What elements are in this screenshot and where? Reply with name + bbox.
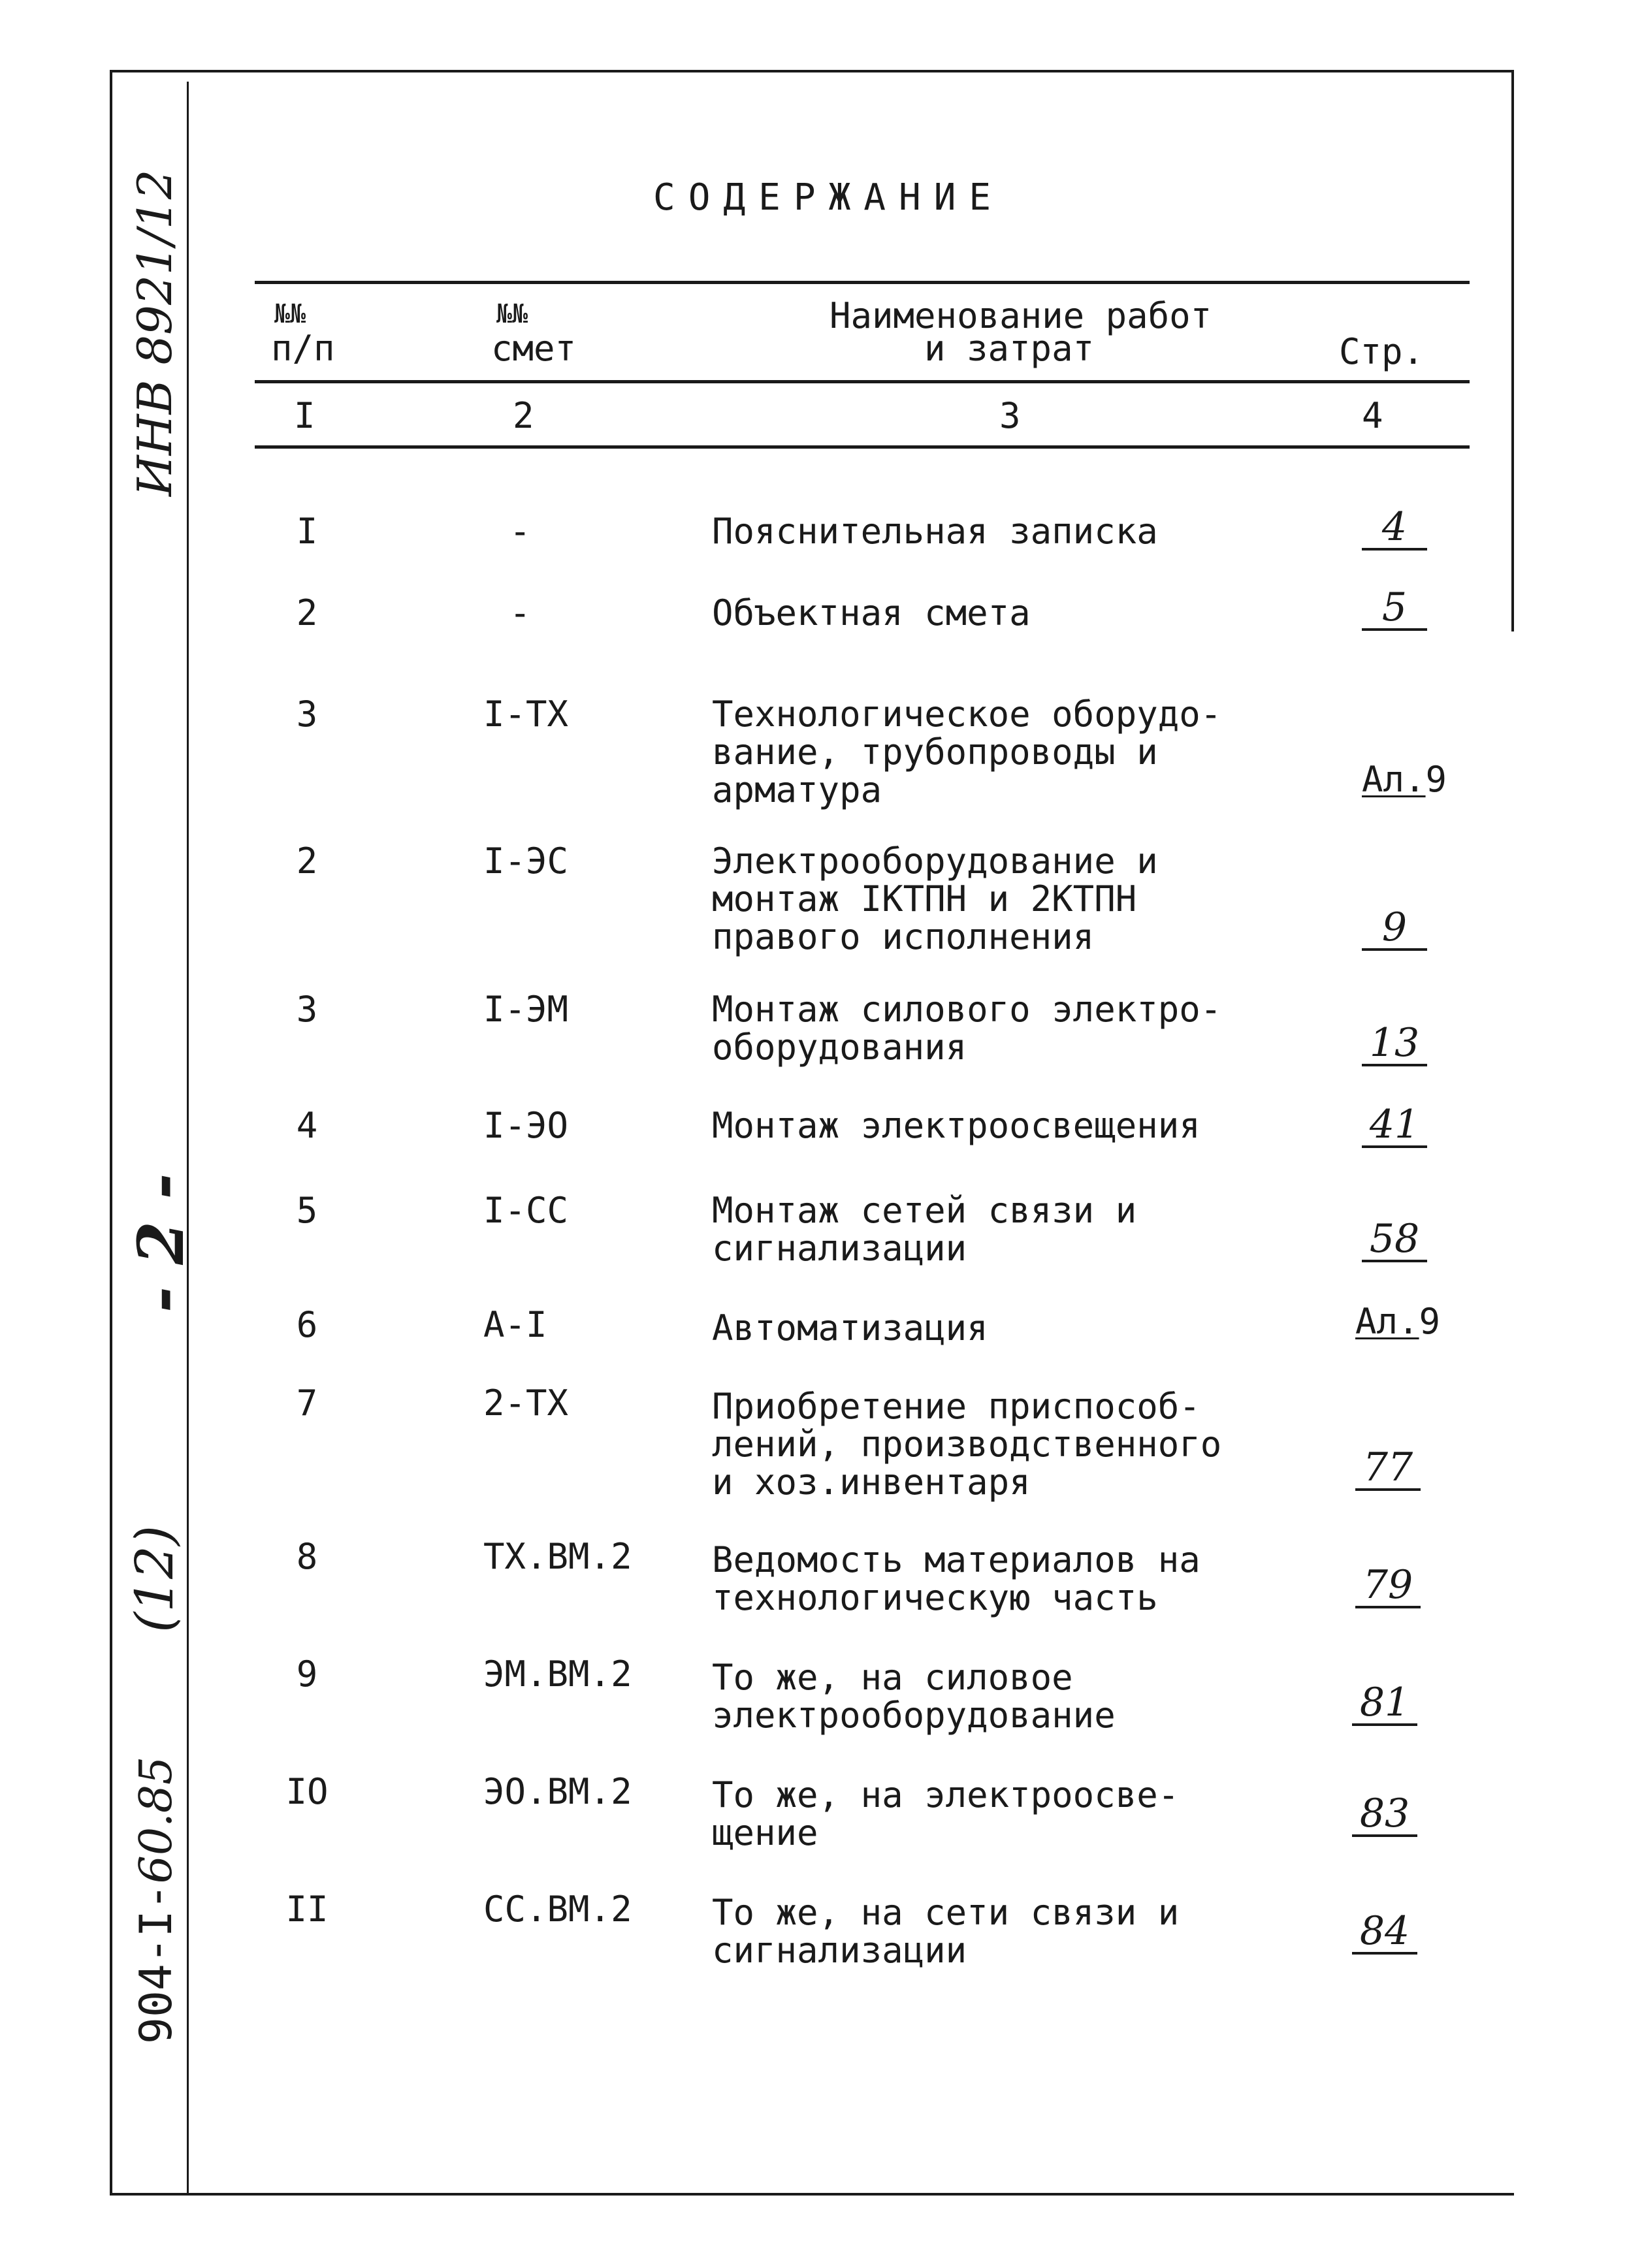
row-estimate: TX.BM.2 bbox=[483, 1536, 632, 1577]
row-estimate: I-ЭМ bbox=[483, 989, 569, 1030]
column-number-1: I bbox=[294, 395, 315, 436]
page-frame-right bbox=[1511, 70, 1514, 631]
row-page-number: 9 bbox=[1419, 1301, 1441, 1342]
inventory-number: ИНВ 8921/12 bbox=[127, 169, 182, 496]
row-estimate: - bbox=[509, 592, 531, 633]
table-top-rule bbox=[255, 281, 1470, 284]
row-name: Приобретение приспособ- лений, производственного и хоз.инвентаря bbox=[712, 1386, 1222, 1503]
row-number: 6 bbox=[296, 1304, 318, 1345]
row-number: 5 bbox=[296, 1190, 318, 1231]
row-page: 84 bbox=[1352, 1910, 1417, 1955]
row-name: Технологическое оборудо- вание, трубопроводы и арматура bbox=[712, 694, 1222, 810]
row-estimate: I-ЭС bbox=[483, 840, 569, 882]
row-page: 41 bbox=[1362, 1104, 1427, 1148]
header-col2-label: смет bbox=[491, 328, 577, 369]
row-page bbox=[1362, 761, 1447, 799]
row-name: То же, на электроосве- щение bbox=[712, 1774, 1180, 1853]
row-number: IO bbox=[285, 1771, 329, 1812]
header-col2-symbol: №№ bbox=[496, 299, 528, 329]
row-number: 7 bbox=[296, 1382, 318, 1424]
row-name: То же, на сети связи и сигнализации bbox=[712, 1892, 1180, 1971]
column-number-3: 3 bbox=[999, 395, 1021, 436]
row-estimate: А-I bbox=[483, 1304, 547, 1345]
page-frame-top bbox=[110, 70, 1514, 72]
row-number: I bbox=[296, 511, 318, 552]
row-name: То же, на силовое электрооборудование bbox=[712, 1657, 1116, 1736]
row-estimate: ЭО.BM.2 bbox=[483, 1771, 632, 1812]
row-number: 8 bbox=[296, 1536, 318, 1577]
row-estimate: I-TX bbox=[483, 694, 569, 735]
header-col4-label: Стр. bbox=[1339, 331, 1425, 372]
row-estimate: 2-TX bbox=[483, 1382, 569, 1424]
row-number: 9 bbox=[296, 1653, 318, 1695]
row-number: 3 bbox=[296, 694, 318, 735]
row-estimate: I-СС bbox=[483, 1190, 569, 1231]
row-page: 5 bbox=[1362, 586, 1427, 631]
header-col1-symbol: №№ bbox=[274, 299, 306, 329]
page-marker: - 2 - bbox=[124, 1173, 198, 1313]
header-rule bbox=[255, 380, 1470, 383]
page-frame-bottom bbox=[110, 2193, 1514, 2196]
sheet-marker: (12) bbox=[124, 1525, 185, 1633]
column-number-2: 2 bbox=[513, 395, 534, 436]
document-code-handwritten: 60.85 bbox=[131, 1756, 182, 1884]
row-page: 77 bbox=[1355, 1446, 1421, 1491]
document-code-typed: 904-I- bbox=[131, 1883, 182, 2044]
column-number-4: 4 bbox=[1362, 395, 1383, 436]
row-name: Автоматизация bbox=[712, 1307, 988, 1349]
header-col3-line1: Наименование работ bbox=[830, 295, 1212, 336]
row-name: Монтаж электроосвещения bbox=[712, 1105, 1200, 1146]
header-col1-label: п/п bbox=[271, 328, 335, 369]
row-number: 2 bbox=[296, 840, 318, 882]
row-estimate: - bbox=[509, 511, 531, 552]
row-estimate: I-ЭО bbox=[483, 1105, 569, 1146]
row-name: Монтаж силового электро- оборудования bbox=[712, 989, 1222, 1068]
page-title: СОДЕРЖАНИЕ bbox=[653, 176, 1005, 219]
row-page: 58 bbox=[1362, 1218, 1427, 1262]
row-name: Монтаж сетей связи и сигнализации bbox=[712, 1190, 1137, 1269]
row-name: Электрооборудование и монтаж IКТПН и 2КТПН правого исполнения bbox=[712, 840, 1158, 957]
row-estimate: СС.BM.2 bbox=[483, 1889, 632, 1930]
row-number: II bbox=[285, 1889, 329, 1930]
margin-line bbox=[187, 82, 189, 2194]
row-number: 4 bbox=[296, 1105, 318, 1146]
row-name: Ведомость материалов на технологическую часть bbox=[712, 1539, 1200, 1618]
row-page: 79 bbox=[1355, 1564, 1421, 1608]
row-page bbox=[1355, 1303, 1440, 1341]
row-page: 13 bbox=[1362, 1022, 1427, 1066]
row-name: Пояснительная записка bbox=[712, 511, 1158, 552]
row-page-number: 9 bbox=[1425, 759, 1447, 800]
header-col3-line2: и затрат bbox=[924, 328, 1095, 369]
row-number: 2 bbox=[296, 592, 318, 633]
row-estimate: ЭМ.BM.2 bbox=[483, 1653, 632, 1695]
row-page: 81 bbox=[1352, 1682, 1417, 1726]
row-page-prefix: Ал. bbox=[1355, 1301, 1419, 1342]
page-frame-left bbox=[110, 70, 112, 2196]
column-numbers-rule bbox=[255, 445, 1470, 449]
document-code bbox=[131, 1757, 182, 2044]
row-page-prefix: Ал. bbox=[1362, 759, 1426, 800]
row-name: Объектная смета bbox=[712, 592, 1031, 633]
row-number: 3 bbox=[296, 989, 318, 1030]
row-page: 9 bbox=[1362, 906, 1427, 951]
row-page: 83 bbox=[1352, 1793, 1417, 1837]
row-page: 4 bbox=[1362, 506, 1427, 551]
